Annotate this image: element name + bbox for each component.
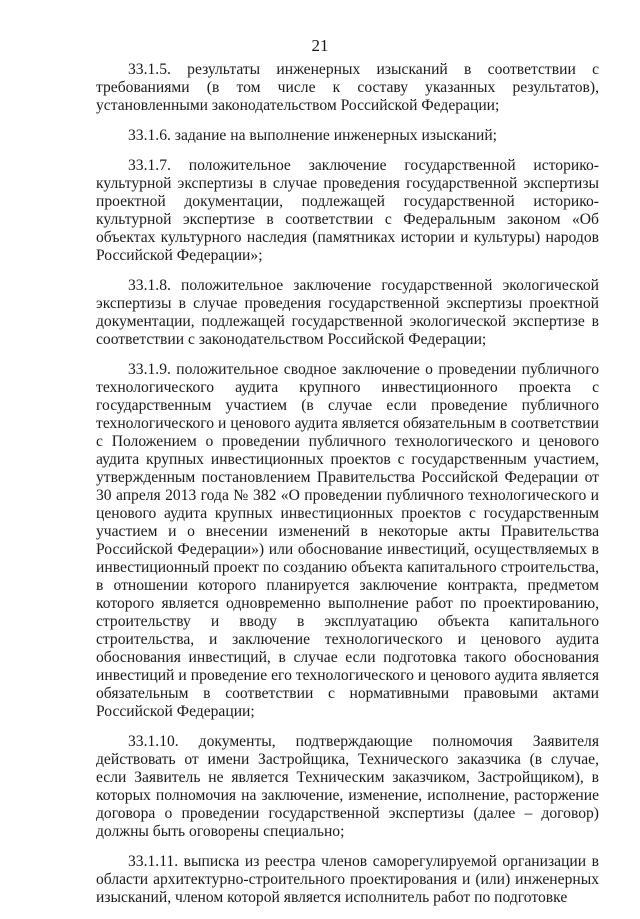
paragraph-33-1-11: 33.1.11. выписка из реестра членов саморегулируемой организации в области архитектурно-строительного проектирования и (или) инженерных изысканий, членом которой является исполнитель работ по подготовке [96,853,599,906]
paragraph-33-1-6: 33.1.6. задание на выполнение инженерных изысканий; [128,127,498,144]
paragraph-33-1-7: 33.1.7. положительное заключение государственной историко-культурной экспертизы в случае проведения государственной экспертизы проектной документации, подлежащей государственной историко-культурной экспертизе в соответствии с Федеральным законом «Об объектах культурного наследия (памятниках истории и культуры) народов Российской Федерации»; [96,157,599,264]
page-number: 21 [311,36,329,55]
paragraph-33-1-10: 33.1.10. документы, подтверждающие полномочия Заявителя действовать от имени Застройщика, Технического заказчика (в случае, если Заявитель не является Техническим заказчиком, Застройщиком), в которых полномочия на заключение, изменение, исполнение, расторжение договора о проведении государственной экспертизы (далее – договор) должны быть оговорены специально; [96,733,599,840]
paragraph-33-1-9: 33.1.9. положительное сводное заключение о проведении публичного технологического аудита крупного инвестиционного проекта с государственным участием (в случае если проведение публичного технологического и ценового аудита является обязательным в соответствии с Положением о проведении публичного технологического и ценового аудита крупных инвестиционных проектов с государственным участием, утвержденным постановлением Правительства Российской Федерации от 30 апреля 2013 года № 382 «О проведении публичного технологического и ценового аудита крупных инвестиционных проектов с государственным участием и о внесении изменений в некоторые акты Правительства Российской Федерации») или обоснование инвестиций, осуществляемых в инвестиционный проект по созданию объекта капитального строительства, в отношении которого планируется заключение контракта, предметом которого является одновременно выполнение работ по проектированию, строительству и вводу в эксплуатацию объекта капитального строительства, и заключение технологического и ценового аудита обоснования инвестиций, в случае если подготовка такого обоснования инвестиций и проведение его технологического и ценового аудита является обязательным в соответствии с нормативными правовыми актами Российской Федерации; [96,361,599,720]
paragraph-33-1-5: 33.1.5. результаты инженерных изысканий в соответствии с требованиями (в том числе к составу указанных результатов), установленными законодательством Российской Федерации; [96,61,599,114]
paragraph-33-1-8: 33.1.8. положительное заключение государственной экологической экспертизы в случае проведения государственной экспертизы проектной документации, подлежащей государственной экологической экспертизе в соответствии с законодательством Российской Федерации; [96,277,599,348]
document-body [96,61,599,919]
